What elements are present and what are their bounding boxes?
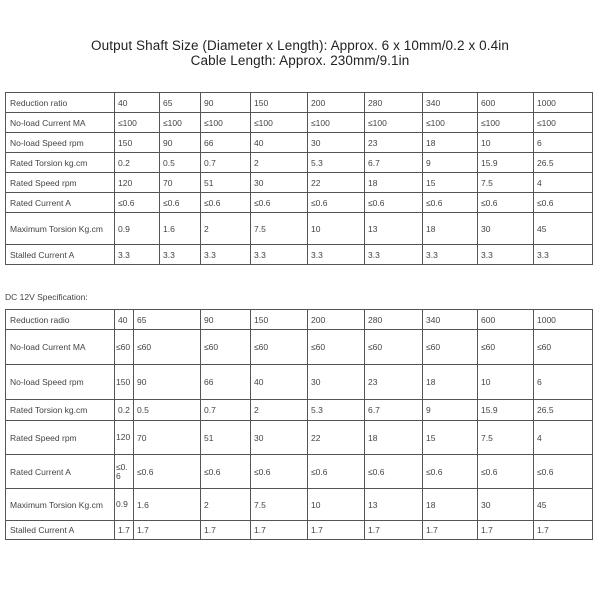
table-row <box>6 93 593 113</box>
table-row <box>6 213 593 245</box>
table-cell: 0.9 <box>115 489 134 521</box>
table-cell: ≤0.6 <box>115 455 134 489</box>
table-cell: 600 <box>478 93 534 113</box>
table-cell: 6.7 <box>365 400 423 421</box>
row-label: No-load Current MA <box>6 330 115 365</box>
table-cell: ≤0.6 <box>423 193 478 213</box>
table-cell: 45 <box>534 213 593 245</box>
table-cell: 9 <box>423 153 478 173</box>
table-cell: ≤60 <box>478 330 534 365</box>
table-cell: 26.5 <box>534 400 593 421</box>
table-cell: 30 <box>308 133 365 153</box>
table-cell: 340 <box>423 310 478 330</box>
table-row <box>6 153 593 173</box>
table-cell: 1000 <box>534 93 593 113</box>
table-cell: 3.3 <box>251 245 308 265</box>
table-row <box>6 421 593 455</box>
table-cell: 1.7 <box>365 521 423 540</box>
table-cell: 18 <box>365 421 423 455</box>
table-cell: 150 <box>251 310 308 330</box>
table-cell: ≤60 <box>308 330 365 365</box>
table-cell: 18 <box>365 173 423 193</box>
row-label: Stalled Current A <box>6 245 115 265</box>
table-cell: 9 <box>423 400 478 421</box>
table-cell: 90 <box>134 365 201 400</box>
table-cell: 0.2 <box>115 153 160 173</box>
table-cell: 600 <box>478 310 534 330</box>
table-cell: 45 <box>534 489 593 521</box>
table-cell: 10 <box>478 133 534 153</box>
table-cell: 280 <box>365 93 423 113</box>
row-label: Rated Current A <box>6 455 115 489</box>
table-cell: 0.9 <box>115 213 160 245</box>
table-cell: ≤100 <box>308 113 365 133</box>
table-cell: ≤100 <box>160 113 201 133</box>
table-cell: ≤60 <box>534 330 593 365</box>
table-cell: 15 <box>423 421 478 455</box>
table-cell: 0.7 <box>201 400 251 421</box>
dc12v-section-label: DC 12V Specification: <box>5 292 88 302</box>
table-cell: 22 <box>308 421 365 455</box>
row-label: Rated Speed rpm <box>6 173 115 193</box>
row-label: Stalled Current A <box>6 521 115 540</box>
table-cell: 23 <box>365 133 423 153</box>
table-cell: 1.7 <box>115 521 134 540</box>
table-cell: ≤0.6 <box>308 455 365 489</box>
table-cell: 51 <box>201 173 251 193</box>
table-row <box>6 400 593 421</box>
row-label: No-load Speed rpm <box>6 365 115 400</box>
table-cell: 3.3 <box>423 245 478 265</box>
spec-table-1 <box>5 92 593 265</box>
table-row <box>6 193 593 213</box>
table-cell: ≤0.6 <box>423 455 478 489</box>
table-cell: 65 <box>160 93 201 113</box>
cable-length-line: Cable Length: Approx. 230mm/9.1in <box>190 53 410 68</box>
table-cell: 3.3 <box>308 245 365 265</box>
row-label: Rated Torsion kg.cm <box>6 400 115 421</box>
row-label: Rated Torsion kg.cm <box>6 153 115 173</box>
table-cell: 18 <box>423 133 478 153</box>
table-cell: 40 <box>115 93 160 113</box>
table-cell: 1.7 <box>201 521 251 540</box>
table-cell: 0.7 <box>201 153 251 173</box>
table-row <box>6 455 593 489</box>
shaft-size-line: Output Shaft Size (Diameter x Length): Approx. 6 x 10mm/0.2 x 0.4in <box>91 38 509 53</box>
table-cell: ≤0.6 <box>160 193 201 213</box>
table-cell: 6 <box>534 365 593 400</box>
table-cell: 150 <box>251 93 308 113</box>
table-row <box>6 113 593 133</box>
table-cell: 2 <box>251 153 308 173</box>
table-cell: 1.6 <box>160 213 201 245</box>
table-cell: ≤100 <box>423 113 478 133</box>
row-label: Rated Speed rpm <box>6 421 115 455</box>
table-cell: 6 <box>534 133 593 153</box>
table-cell: 2 <box>201 213 251 245</box>
table-cell: 3.3 <box>115 245 160 265</box>
table-row <box>6 245 593 265</box>
table-cell: ≤0.6 <box>365 455 423 489</box>
table-cell: 30 <box>251 421 308 455</box>
table-cell: 120 <box>115 421 134 455</box>
table-cell: ≤0.6 <box>534 193 593 213</box>
table-cell: 4 <box>534 421 593 455</box>
table-cell: 66 <box>201 365 251 400</box>
table-row <box>6 489 593 521</box>
table-cell: 15.9 <box>478 153 534 173</box>
table-cell: ≤0.6 <box>251 455 308 489</box>
table-cell: 40 <box>115 310 134 330</box>
table-cell: 5.3 <box>308 153 365 173</box>
table-cell: 13 <box>365 213 423 245</box>
table-cell: 30 <box>251 173 308 193</box>
table-cell: 18 <box>423 213 478 245</box>
table-cell: 5.3 <box>308 400 365 421</box>
table-cell: 3.3 <box>201 245 251 265</box>
table-cell: 23 <box>365 365 423 400</box>
table-cell: 7.5 <box>251 213 308 245</box>
table-cell: ≤100 <box>251 113 308 133</box>
table-cell: 70 <box>134 421 201 455</box>
table-cell: 30 <box>478 489 534 521</box>
table-cell: 280 <box>365 310 423 330</box>
table-cell: 26.5 <box>534 153 593 173</box>
table-cell: ≤100 <box>534 113 593 133</box>
table-cell: 10 <box>308 213 365 245</box>
table-cell: 7.5 <box>251 489 308 521</box>
table-cell: ≤60 <box>134 330 201 365</box>
table-cell: 40 <box>251 365 308 400</box>
table-cell: ≤0.6 <box>201 193 251 213</box>
table-cell: ≤0.6 <box>251 193 308 213</box>
table-cell: 2 <box>251 400 308 421</box>
table-cell: 150 <box>115 133 160 153</box>
table-cell: 6.7 <box>365 153 423 173</box>
table-cell: 340 <box>423 93 478 113</box>
table-cell: ≤100 <box>478 113 534 133</box>
table-cell: ≤60 <box>423 330 478 365</box>
table-cell: 0.5 <box>160 153 201 173</box>
table-cell: 90 <box>201 93 251 113</box>
table-row <box>6 521 593 540</box>
table-cell: 1.7 <box>478 521 534 540</box>
table-cell: 1.7 <box>308 521 365 540</box>
table-cell: 18 <box>423 365 478 400</box>
row-label: Rated Current A <box>6 193 115 213</box>
table-cell: ≤100 <box>115 113 160 133</box>
row-label: No-load Speed rpm <box>6 133 115 153</box>
table-cell: 1.7 <box>534 521 593 540</box>
table-cell: ≤0.6 <box>201 455 251 489</box>
row-label: Maximum Torsion Kg.cm <box>6 489 115 521</box>
table-cell: 1.7 <box>423 521 478 540</box>
spec-table-2 <box>5 309 593 540</box>
table-cell: 70 <box>160 173 201 193</box>
table-cell: 3.3 <box>478 245 534 265</box>
table-cell: 1.6 <box>134 489 201 521</box>
table-cell: 200 <box>308 93 365 113</box>
table-cell: 3.3 <box>365 245 423 265</box>
table-cell: ≤0.6 <box>365 193 423 213</box>
row-label: No-load Current MA <box>6 113 115 133</box>
table-cell: ≤60 <box>251 330 308 365</box>
table-cell: ≤100 <box>365 113 423 133</box>
table-cell: 1.7 <box>251 521 308 540</box>
table-cell: 1000 <box>534 310 593 330</box>
table-cell: 22 <box>308 173 365 193</box>
table-cell: 90 <box>201 310 251 330</box>
table-cell: ≤0.6 <box>534 455 593 489</box>
table-cell: 120 <box>115 173 160 193</box>
table-cell: ≤0.6 <box>134 455 201 489</box>
table-cell: 51 <box>201 421 251 455</box>
table-row <box>6 133 593 153</box>
table-cell: 10 <box>478 365 534 400</box>
table-cell: 15.9 <box>478 400 534 421</box>
table-cell: 2 <box>201 489 251 521</box>
table-cell: ≤60 <box>201 330 251 365</box>
table-cell: 7.5 <box>478 421 534 455</box>
spec-header <box>0 38 600 68</box>
table-cell: 15 <box>423 173 478 193</box>
table-row <box>6 330 593 365</box>
table-cell: 90 <box>160 133 201 153</box>
table-cell: 30 <box>308 365 365 400</box>
table-cell: 150 <box>115 365 134 400</box>
table-cell: 200 <box>308 310 365 330</box>
table-cell: ≤0.6 <box>308 193 365 213</box>
table-row <box>6 365 593 400</box>
table-cell: ≤0.6 <box>478 193 534 213</box>
table-cell: 10 <box>308 489 365 521</box>
table-cell: 3.3 <box>160 245 201 265</box>
table-cell: 3.3 <box>534 245 593 265</box>
table-row <box>6 173 593 193</box>
table-cell: 13 <box>365 489 423 521</box>
table-cell: 40 <box>251 133 308 153</box>
table-cell: 65 <box>134 310 201 330</box>
table-cell: 1.7 <box>134 521 201 540</box>
table-cell: 30 <box>478 213 534 245</box>
table-cell: ≤0.6 <box>478 455 534 489</box>
table-cell: 0.2 <box>115 400 134 421</box>
table-cell: 66 <box>201 133 251 153</box>
table-cell: 18 <box>423 489 478 521</box>
table-cell: ≤0.6 <box>115 193 160 213</box>
table-cell: 4 <box>534 173 593 193</box>
row-label: Reduction ratio <box>6 93 115 113</box>
table-cell: 0.5 <box>134 400 201 421</box>
table-row <box>6 310 593 330</box>
row-label: Maximum Torsion Kg.cm <box>6 213 115 245</box>
table-cell: ≤100 <box>201 113 251 133</box>
table-cell: ≤60 <box>115 330 134 365</box>
table-cell: 7.5 <box>478 173 534 193</box>
row-label: Reduction radio <box>6 310 115 330</box>
table-cell: ≤60 <box>365 330 423 365</box>
